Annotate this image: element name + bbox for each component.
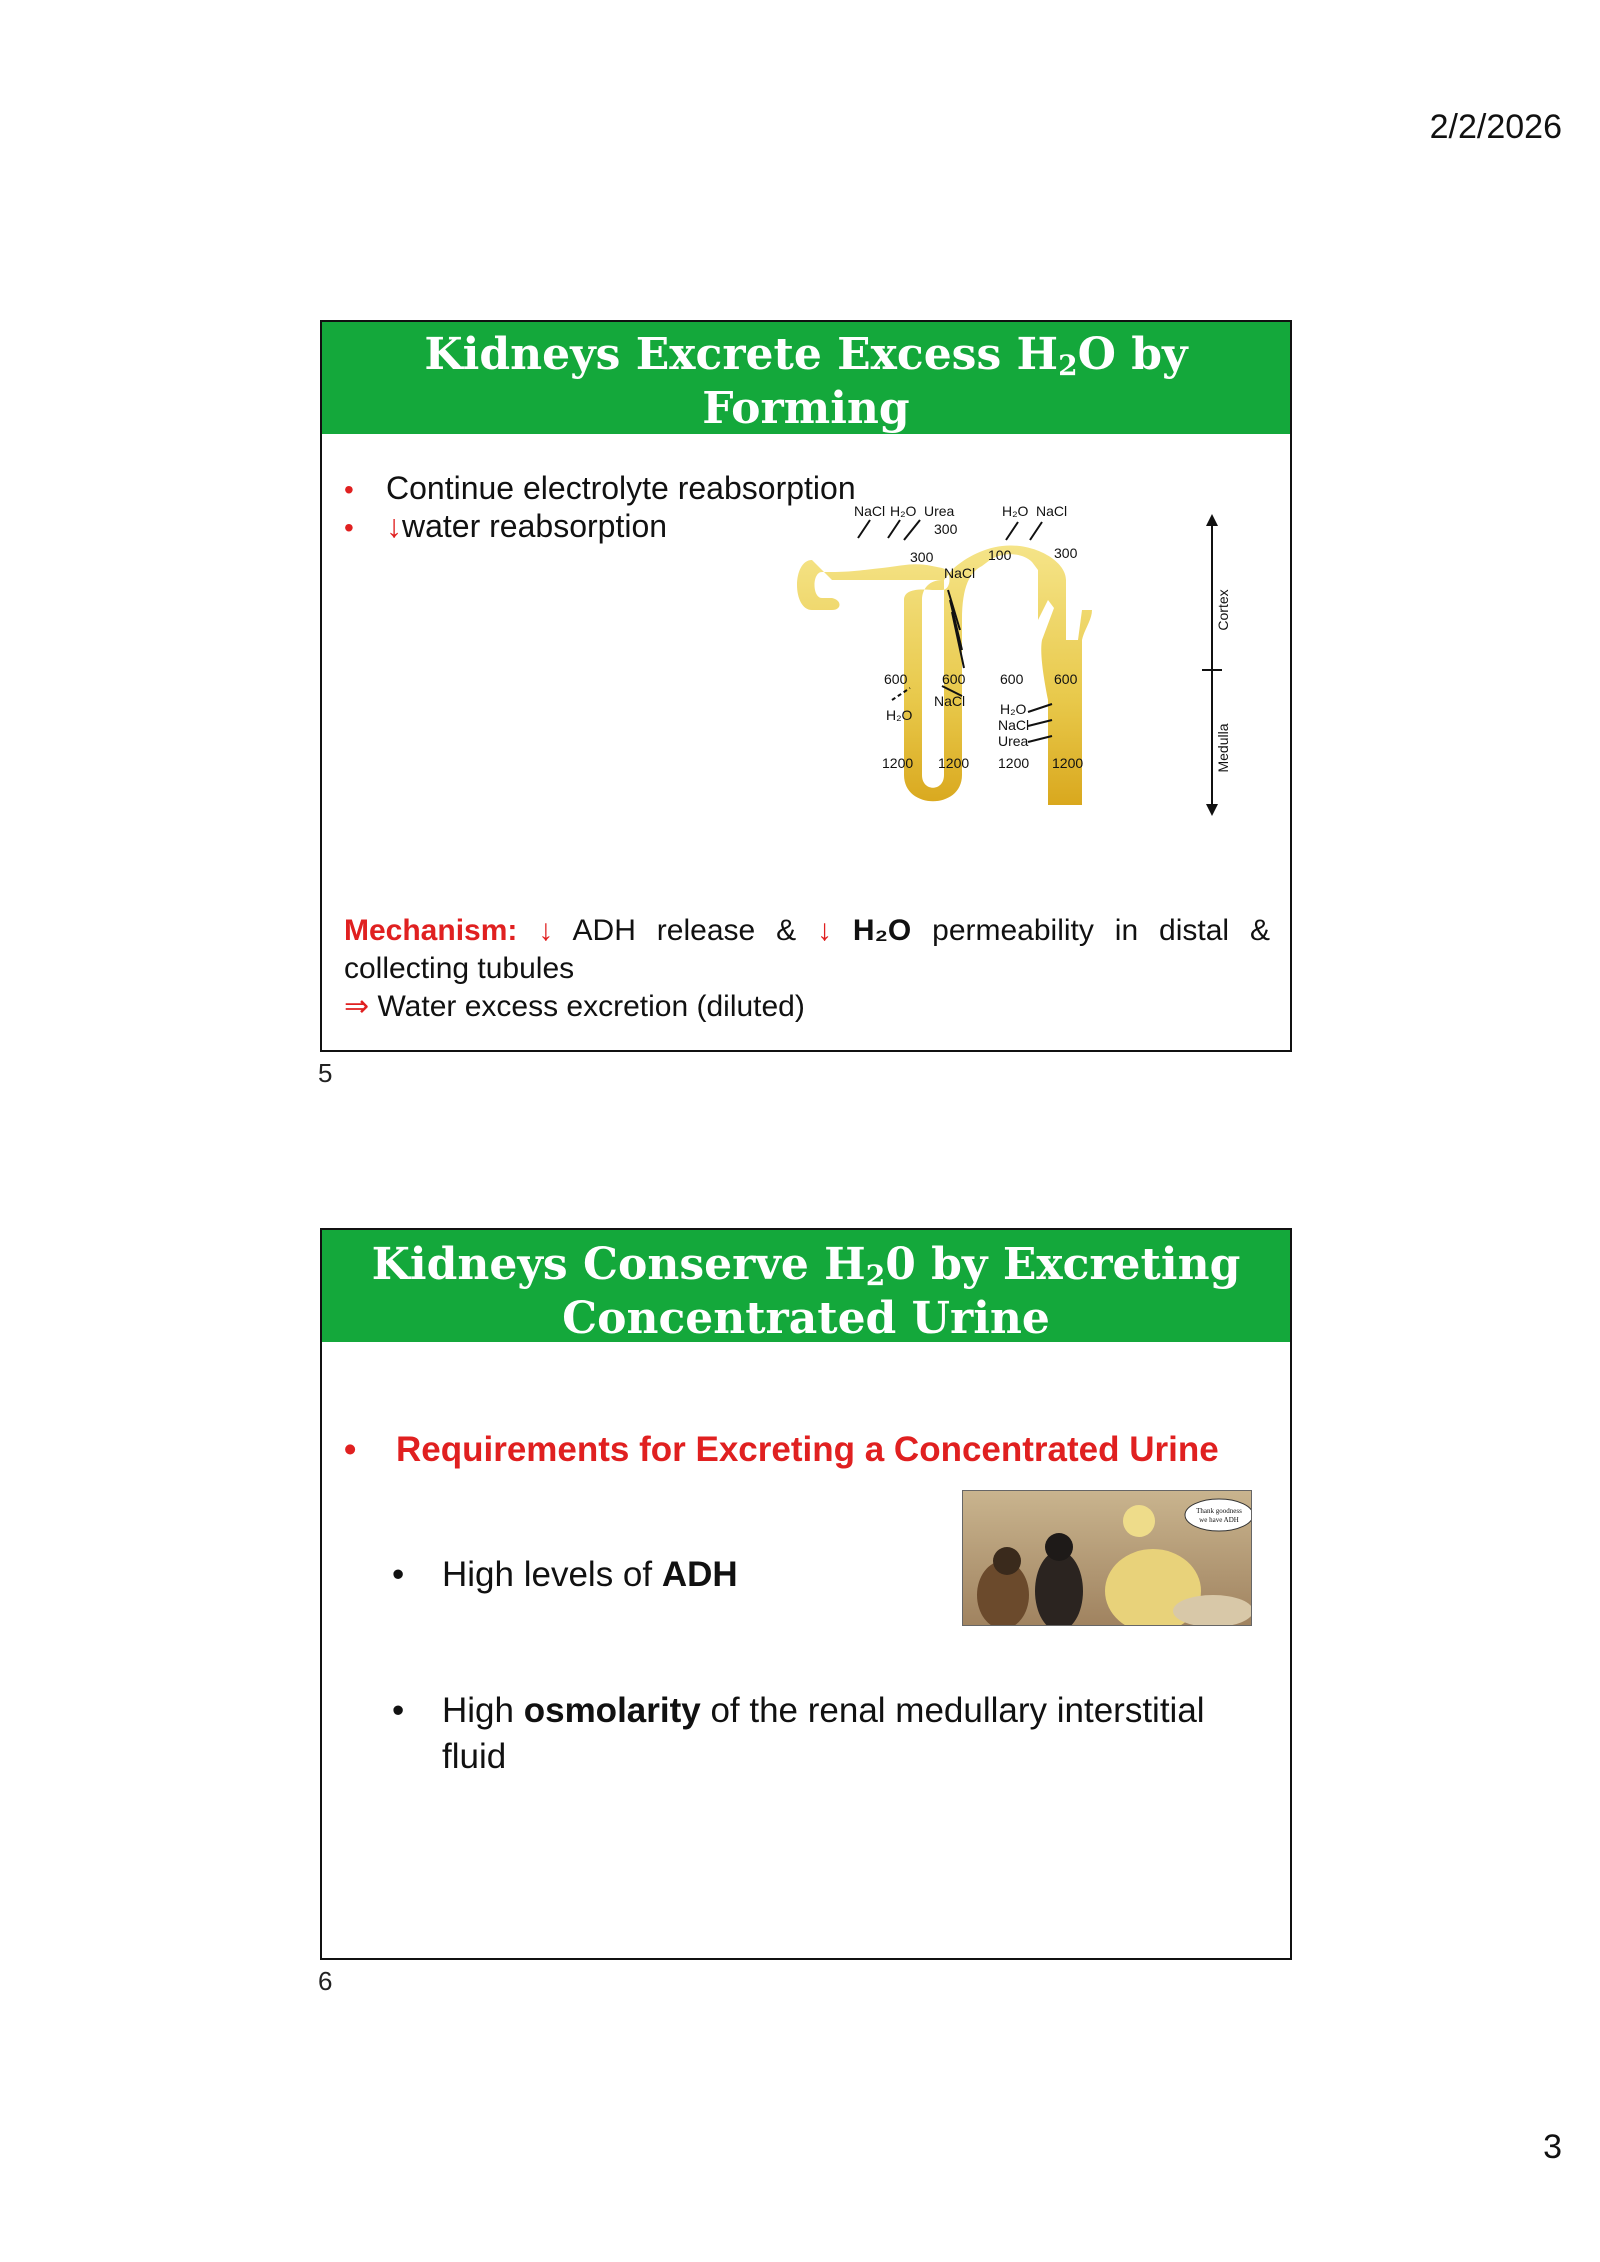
slide-number: 6 xyxy=(318,1966,333,1996)
svg-text:we have ADH: we have ADH xyxy=(1199,1516,1239,1524)
bullet-icon: • xyxy=(344,474,354,505)
bullet-icon: • xyxy=(344,512,354,543)
svg-text:1200: 1200 xyxy=(938,755,970,771)
desert-photo xyxy=(962,1490,1252,1626)
nephron-diagram xyxy=(792,500,1252,820)
page-date: 2/2/2026 xyxy=(1429,108,1562,146)
bullet-item: • ↓ water reabsorption xyxy=(344,508,668,544)
svg-text:1200: 1200 xyxy=(998,755,1030,771)
svg-text:1200: 1200 xyxy=(1052,755,1084,771)
svg-text:NaCl: NaCl xyxy=(934,693,966,709)
medulla-label: Medulla xyxy=(1215,723,1231,773)
svg-text:600: 600 xyxy=(1054,671,1078,687)
svg-text:300: 300 xyxy=(910,549,934,565)
svg-text:Urea: Urea xyxy=(924,503,955,519)
implies-arrow-icon: ⇒ xyxy=(344,990,370,1023)
svg-text:600: 600 xyxy=(884,671,908,687)
svg-text:600: 600 xyxy=(942,671,966,687)
slide-title xyxy=(322,1230,1290,1342)
svg-text:H₂O: H₂O xyxy=(890,503,917,519)
svg-text:NaCl: NaCl xyxy=(854,503,886,519)
cortex-label: Cortex xyxy=(1215,589,1231,631)
title-line-1: Kidneys Conserve $H_20$ by Excreting xyxy=(371,1239,1241,1292)
sub-bullet: • High osmolarity of the renal medullary interstitial fluid xyxy=(392,1688,1232,1780)
svg-text:300: 300 xyxy=(934,521,958,537)
down-arrow-icon: ↓ xyxy=(817,914,832,947)
bullet-icon: • xyxy=(392,1691,405,1730)
down-arrow-icon: ↓ xyxy=(386,508,402,544)
mechanism-text: Mechanism: ↓ ADH release & ↓ H₂O permeability in distal & collecting tubules ⇒ Water excess excretion (diluted) xyxy=(344,914,1270,1023)
slide-5 xyxy=(320,320,1292,1052)
svg-text:H₂O: H₂O xyxy=(886,707,913,723)
slide-number: 5 xyxy=(318,1058,333,1088)
down-arrow-icon: ↓ xyxy=(538,914,554,947)
svg-text:Thank goodness: Thank goodness xyxy=(1196,1507,1242,1515)
svg-text:100: 100 xyxy=(988,547,1012,563)
svg-text:H₂O: H₂O xyxy=(1000,701,1027,717)
bullet-icon: • xyxy=(392,1555,405,1594)
svg-text:H₂O: H₂O xyxy=(1002,503,1029,519)
svg-text:300: 300 xyxy=(1054,545,1078,561)
bullet-icon: • xyxy=(344,1430,357,1469)
page-number: 3 xyxy=(1543,2128,1562,2166)
svg-text:1200: 1200 xyxy=(882,755,914,771)
bullet-item: • Continue electrolyte reabsorption xyxy=(344,470,856,506)
svg-text:NaCl: NaCl xyxy=(998,717,1030,733)
slide-6 xyxy=(320,1228,1292,1960)
svg-text:600: 600 xyxy=(1000,671,1024,687)
title-line-2: Concentrated Urine xyxy=(562,1293,1050,1344)
svg-text:NaCl: NaCl xyxy=(1036,503,1068,519)
sub-bullet: • High levels of ADH xyxy=(392,1552,738,1598)
svg-text:NaCl: NaCl xyxy=(944,565,976,581)
title-line-1: Kidneys Excrete Excess $H_2O$ by Forming xyxy=(424,329,1188,434)
title-line-2: Diluted Urine xyxy=(637,437,975,488)
svg-text:Urea: Urea xyxy=(998,733,1029,749)
requirements-heading: • Requirements for Excreting a Concentrated Urine xyxy=(344,1428,1224,1472)
